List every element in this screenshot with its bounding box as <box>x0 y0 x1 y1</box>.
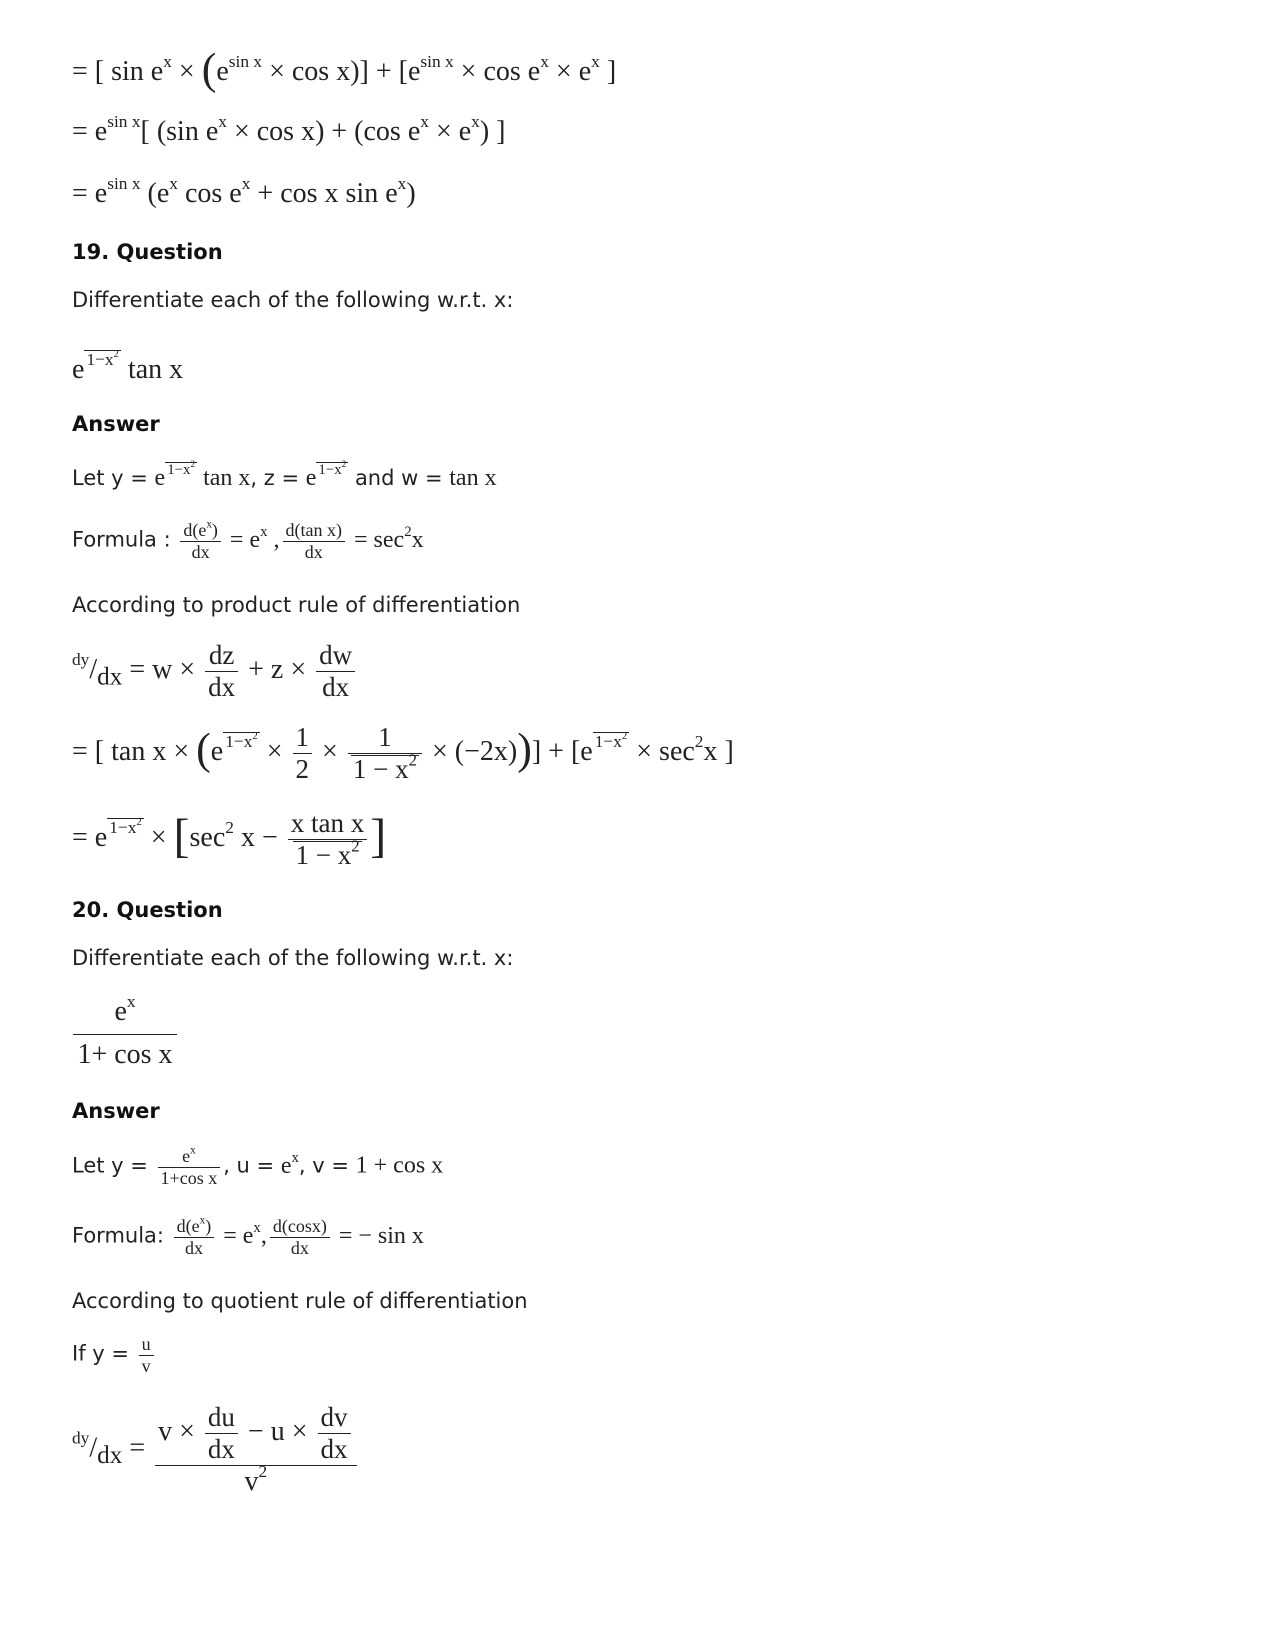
q19-prompt: Differentiate each of the following w.r.t. x: <box>72 288 514 312</box>
if-prefix: If y = <box>72 1341 136 1366</box>
continuation-line-2: = $e^{sin x}$[ (sin $e^x \times \cos x) + (\cos$ $e^x \times e^x$) ] <box>72 111 506 147</box>
q19-let-line: Let y = e $^{1-x^2}$ tan x, z = e $^{1-x^2}$ and w = tan x <box>72 459 497 492</box>
q20-prompt: Differentiate each of the following w.r.t. x: <box>72 946 514 970</box>
q20-rule-text: According to quotient rule of differentiation <box>72 1289 528 1313</box>
q19-answer-label: Answer <box>72 412 160 436</box>
q20-answer-label: Answer <box>72 1099 160 1123</box>
q19-step-2: = [ tan x × (e $^{1-x^2}$ × $\frac{1}{2}$ × $\frac{1}{1 - x^2}$ × (−2x))] + [e $^{1-x^2} \times \sec^2x$ ] <box>72 722 734 785</box>
let-prefix: Let y = <box>72 466 155 491</box>
q20-if-line: If y = $\frac{u}{v}$ <box>72 1334 157 1376</box>
v-text: , v = <box>298 1153 356 1178</box>
continuation-line-3: = $e^{sin x}$ ($e^x$ $\cos e^x + \cos x$ $\sin e^x$) <box>72 173 416 209</box>
continuation-line-1: = [ $\sin e^x \times (e^{sin x} \times \cos x)] + [e^{sin x} \times \cos e^x \times e^x$ ] <box>72 44 617 94</box>
q19-expression: e $^{1-x^2}$ tan x <box>72 347 184 386</box>
q20-heading: 20. Question <box>72 898 223 922</box>
z-prefix: , z = <box>250 466 306 491</box>
q19-step-1: $^{dy}/_{dx} = w$ × $\frac{dz}{dx}$ + z × $\frac{dw}{dx}$ <box>72 640 358 703</box>
q20-expression: $\frac{e^x}{\text{1+ cos x}}$ <box>70 996 180 1071</box>
q19-step-3: = e $^{1-x^2} \times [\sec^2$ x − $\frac{\text{x tan x}}{1 - x^2}$ ] <box>72 808 387 871</box>
q19-formula: Formula : $\frac{d(e^x)}{dx}$ = $e^x$ , $\frac{\text{d(tan x)}}{dx}$ = $\sec^2x$ <box>72 518 424 562</box>
formula-label: Formula: <box>72 1223 171 1248</box>
q19-heading: 19. Question <box>72 240 223 264</box>
q19-rule-text: According to product rule of differentiation <box>72 593 521 617</box>
q20-let-line: Let y = $\frac{e^x}{\text{1+cos x}}$ , $u = e^x$, v = 1 + cos x <box>72 1144 444 1188</box>
w-prefix: and w = <box>348 466 450 491</box>
formula-label: Formula : <box>72 527 178 552</box>
q20-quotient-rule: $^{dy}/_{dx}$ = v × $\frac{du}{dx}$ − u × $\frac{dv}{dx}$ $v^2$ <box>72 1402 360 1498</box>
q20-formula: Formula: $\frac{d(e^x)}{dx}$ = $e^x$, $\frac{d(\cos x)}{dx}$ = − sin x <box>72 1214 424 1258</box>
let-prefix: Let y = <box>72 1153 155 1178</box>
u-text: , u = <box>223 1153 281 1178</box>
